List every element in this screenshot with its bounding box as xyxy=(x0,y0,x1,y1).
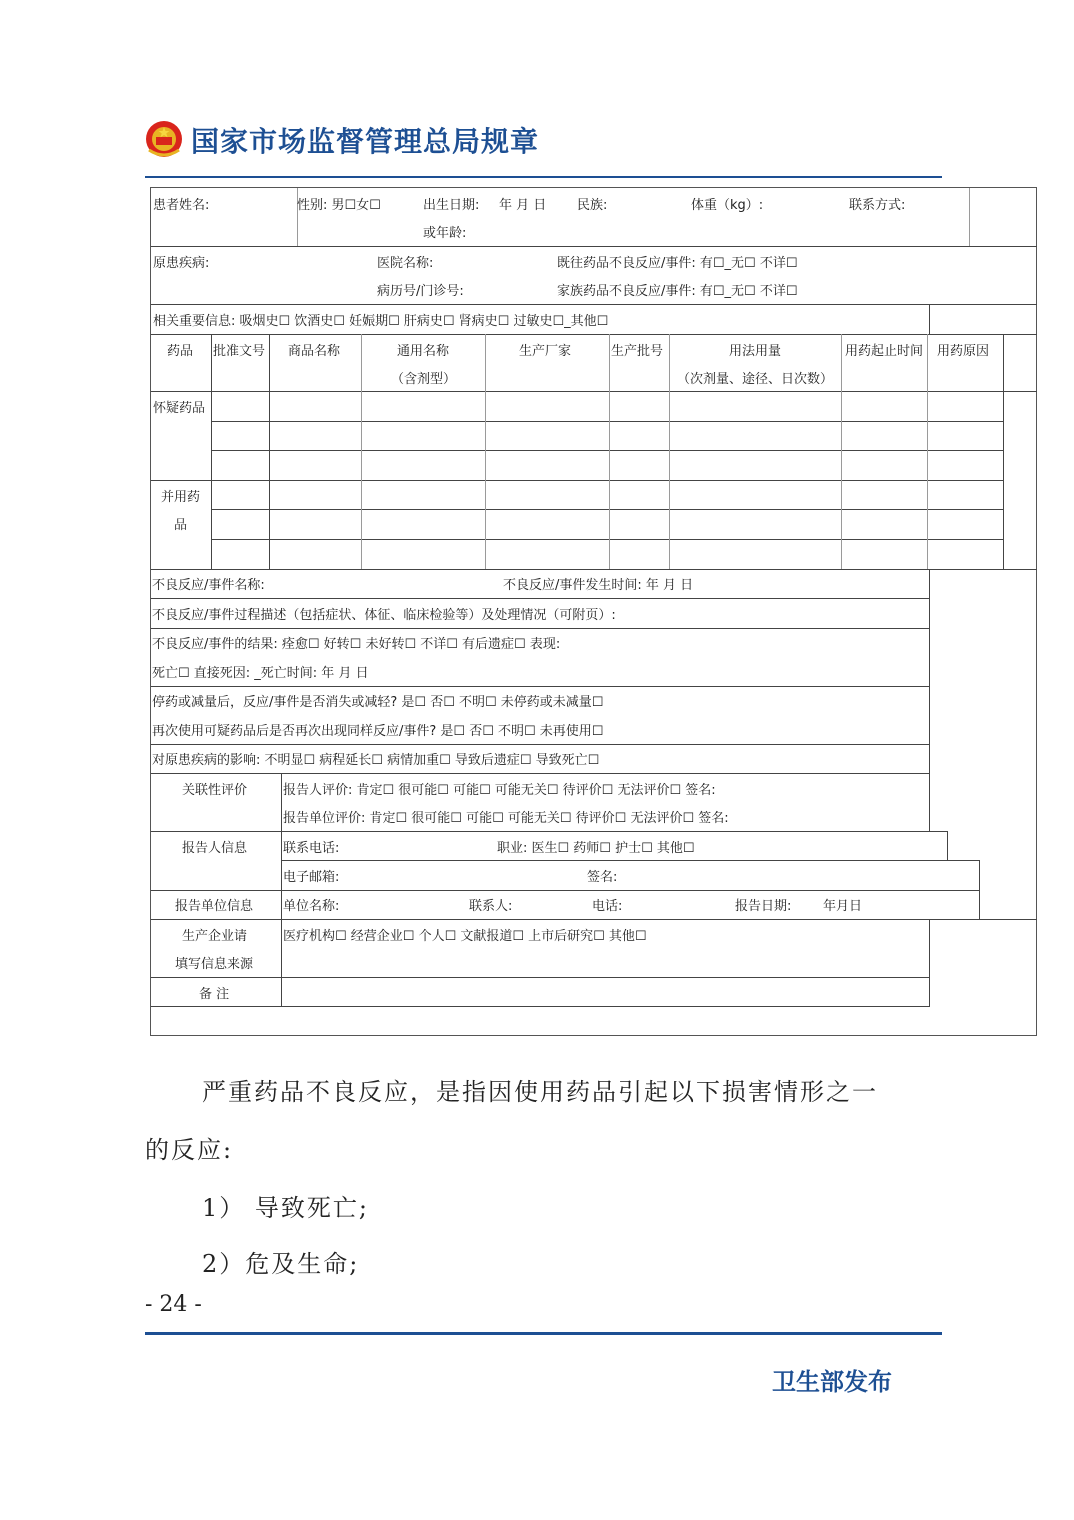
reporter-evaluation-field[interactable]: 报告人评价: 肯定☐ 很可能☐ 可能☐ 可能无关☐ 待评价☐ 无法评价☐ 签名: xyxy=(283,783,716,798)
suspect-drug-label: 怀疑药品 xyxy=(153,401,206,416)
reporter-job-field[interactable]: 职业: 医生☐ 药师☐ 护士☐ 其他☐ xyxy=(497,841,695,856)
adr-report-form xyxy=(150,187,1037,1036)
family-adr-field[interactable]: 家族药品不良反应/事件: 有☐_无☐ 不详☐ xyxy=(557,284,798,299)
dob-label: 出生日期: xyxy=(423,198,480,213)
disease-impact-field[interactable]: 对原患疾病的影响: 不明显☐ 病程延长☐ 病情加重☐ 导致后遗症☐ 导致死亡☐ xyxy=(152,753,600,768)
contact-label: 联系方式: xyxy=(849,198,906,213)
page-number: - 24 - xyxy=(145,1292,202,1317)
col-usage: 用法用量 xyxy=(729,344,782,359)
header-title: 国家市场监督管理总局规章 xyxy=(191,125,540,158)
adr-result-field[interactable]: 不良反应/事件的结果: 痊愈☐ 好转☐ 未好转☐ 不详☐ 有后遗症☐ 表现: xyxy=(152,637,561,652)
footer-publisher: 卫生部发布 xyxy=(772,1367,892,1396)
adr-description-label: 不良反应/事件过程描述（包括症状、体征、临床检验等）及处理情况（可附页）: xyxy=(152,608,616,623)
document-header xyxy=(145,118,945,178)
col-reason: 用药原因 xyxy=(937,344,990,359)
col-generic-sub: （含剂型） xyxy=(391,372,457,387)
unit-contact-label: 联系人: xyxy=(469,899,513,914)
reporter-info-label: 报告人信息 xyxy=(182,841,248,856)
col-generic: 通用名称 xyxy=(397,344,450,359)
important-info-field[interactable]: 相关重要信息: 吸烟史☐ 饮酒史☐ 妊娠期☐ 肝病史☐ 肾病史☐ 过敏史☐_其他☐ xyxy=(153,314,609,329)
unit-phone-label: 电话: xyxy=(592,899,623,914)
col-batch: 生产批号 xyxy=(611,344,664,359)
reporter-phone-label: 联系电话: xyxy=(283,841,340,856)
unit-evaluation-field[interactable]: 报告单位评价: 肯定☐ 很可能☐ 可能☐ 可能无关☐ 待评价☐ 无法评价☐ 签名: xyxy=(283,811,729,826)
col-period: 用药起止时间 xyxy=(845,344,924,359)
causality-label: 关联性评价 xyxy=(182,783,248,798)
source-label-2: 填写信息来源 xyxy=(175,957,254,972)
adr-name-label: 不良反应/事件名称: xyxy=(152,578,265,593)
weight-label: 体重（kg）: xyxy=(691,198,764,213)
paragraph-line-2: 的反应: xyxy=(145,1136,234,1164)
reporter-sign-label: 签名: xyxy=(587,870,618,885)
record-label: 病历号/门诊号: xyxy=(377,284,464,299)
paragraph-line-1: 严重药品不良反应，是指因使用药品引起以下损害情形之一 xyxy=(202,1078,878,1106)
dechallenge-field[interactable]: 停药或减量后，反应/事件是否消失或减轻? 是☐ 否☐ 不明☐ 未停药或未减量☐ xyxy=(152,695,604,710)
adr-time-label: 不良反应/事件发生时间: 年 月 日 xyxy=(503,578,694,593)
footer-divider xyxy=(145,1332,942,1335)
col-approval: 批准文号 xyxy=(213,344,266,359)
ethnic-label: 民族: xyxy=(577,198,608,213)
sex-field[interactable]: 性别: 男☐女☐ xyxy=(297,198,381,213)
report-date-value: 年月日 xyxy=(823,899,863,914)
disease-label: 原患疾病: xyxy=(153,256,210,271)
patient-name-label: 患者姓名: xyxy=(153,198,210,213)
col-brand: 商品名称 xyxy=(288,344,341,359)
source-label-1: 生产企业请 xyxy=(182,929,248,944)
list-item-2: 2）危及生命; xyxy=(202,1250,360,1278)
header-divider xyxy=(145,176,942,178)
col-drug: 药品 xyxy=(167,344,194,359)
hospital-label: 医院名称: xyxy=(377,256,434,271)
remark-label: 备 注 xyxy=(199,987,230,1002)
national-emblem-icon xyxy=(145,120,183,158)
death-field[interactable]: 死亡☐ 直接死因: _死亡时间: 年 月 日 xyxy=(152,666,369,681)
reporter-email-label: 电子邮箱: xyxy=(283,870,340,885)
col-maker: 生产厂家 xyxy=(519,344,572,359)
list-item-1: 1） 导致死亡; xyxy=(202,1194,369,1222)
col-usage-sub: （次剂量、途径、日次数） xyxy=(677,372,834,387)
report-date-label: 报告日期: xyxy=(735,899,792,914)
unit-info-label: 报告单位信息 xyxy=(175,899,254,914)
age-label: 或年龄: xyxy=(423,226,467,241)
concomitant-label-2: 品 xyxy=(174,518,188,533)
unit-name-label: 单位名称: xyxy=(283,899,340,914)
past-adr-field[interactable]: 既往药品不良反应/事件: 有☐_无☐ 不详☐ xyxy=(557,256,798,271)
concomitant-label-1: 并用药 xyxy=(161,490,201,505)
dob-units: 年 月 日 xyxy=(499,198,547,213)
info-source-field[interactable]: 医疗机构☐ 经营企业☐ 个人☐ 文献报道☐ 上市后研究☐ 其他☐ xyxy=(283,929,647,944)
rechallenge-field[interactable]: 再次使用可疑药品后是否再次出现同样反应/事件? 是☐ 否☐ 不明☐ 未再使用☐ xyxy=(152,724,604,739)
